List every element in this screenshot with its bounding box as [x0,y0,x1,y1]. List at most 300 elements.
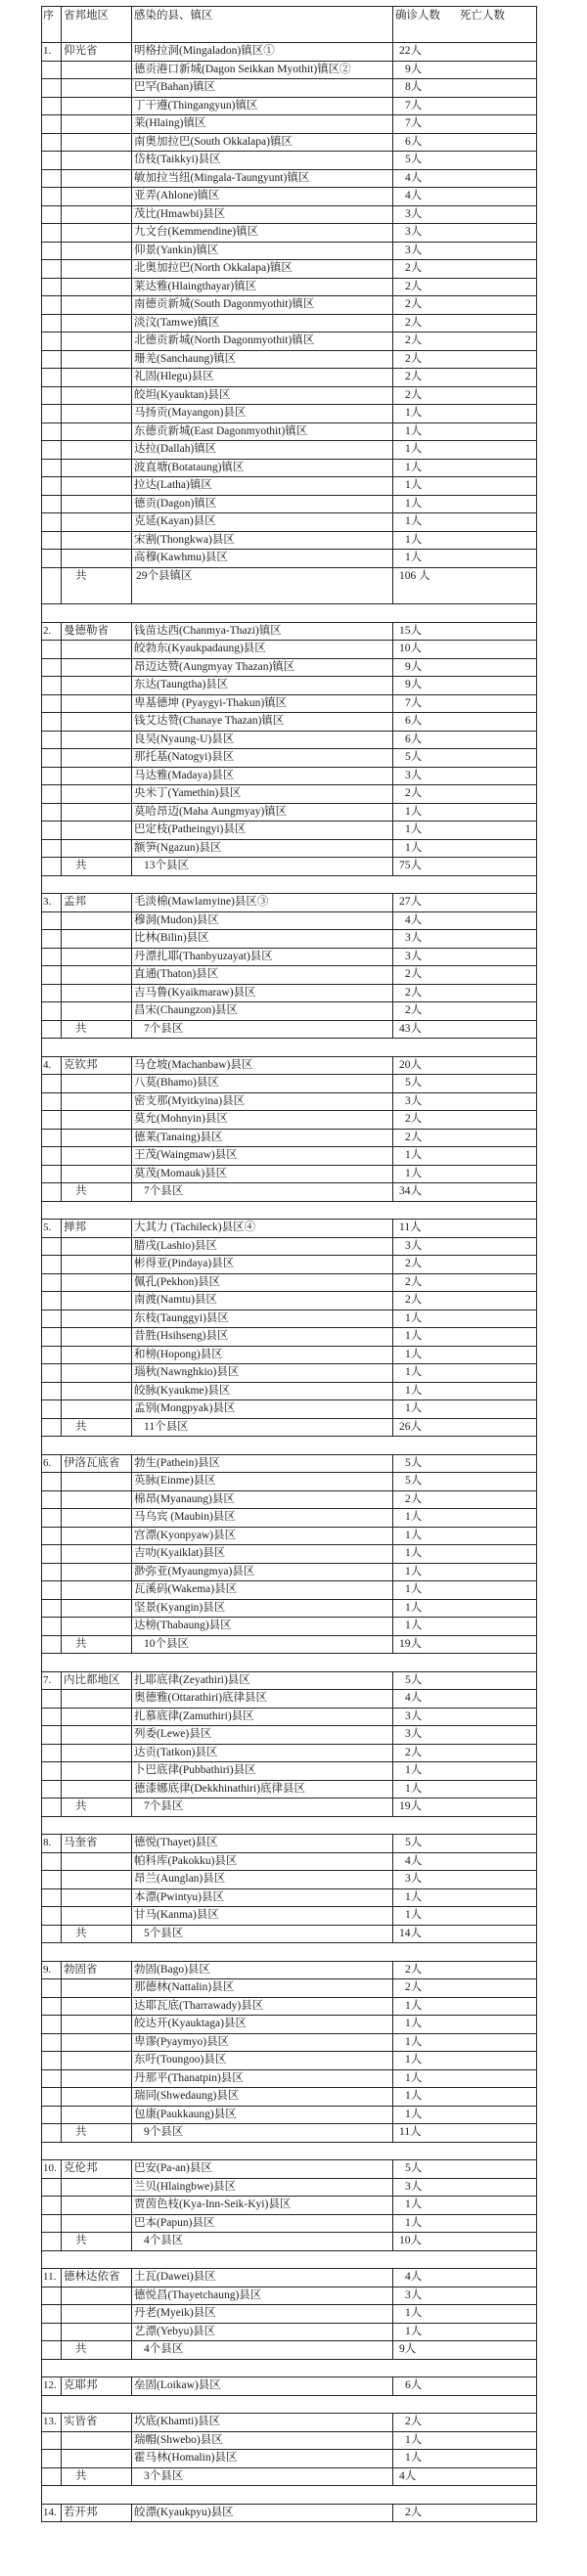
separator-cell [42,2486,537,2505]
row-seq [42,948,62,966]
table-row [42,822,537,840]
row-seq [42,1400,62,1419]
table-row [42,333,537,351]
row-province [62,242,132,260]
row-district: 莫允(Mohnyin)县区 [132,1111,393,1130]
row-province [62,1780,132,1799]
row-seq [42,1581,62,1600]
separator-cell [42,1654,537,1672]
row-district: 丁干遵(Thingangyun)镇区 [132,97,393,115]
row-seq [42,79,62,98]
row-seq [42,966,62,985]
row-district: 彬得亚(Pindaya)县区 [132,1256,393,1274]
row-confirmed: 1人 [393,1888,537,1907]
row-province [62,1690,132,1709]
total-seq [42,2341,62,2360]
separator-row [42,2486,537,2505]
row-seq [42,1473,62,1491]
table-row [42,1563,537,1581]
row-seq [42,1256,62,1274]
row-confirmed: 1人 [393,1762,537,1781]
row-confirmed: 5人 [393,749,537,768]
separator-cell [42,875,537,894]
separator-cell [42,2250,537,2269]
row-district: 艺漂(Yebyu)县区 [132,2323,393,2341]
row-province [62,1346,132,1364]
table-row [42,2106,537,2124]
row-province [62,1490,132,1509]
row-district: 钱苗达西(Chanmya-Thazi)镇区 [132,622,393,641]
row-confirmed: 1人 [393,1545,537,1564]
table-row [42,2269,537,2287]
row-district: 央米丁(Yamethin)县区 [132,785,393,804]
row-district: 土瓦(Dawei)县区 [132,2269,393,2287]
table-row [42,441,537,460]
row-confirmed: 4人 [393,188,537,206]
row-district: 东枝(Taunggyi)县区 [132,1310,393,1328]
row-province [62,1563,132,1581]
row-confirmed: 2人 [393,278,537,296]
table-row [42,1056,537,1075]
row-province [62,2431,132,2450]
row-district: 东吁(Toungoo)县区 [132,2052,393,2070]
row-seq [42,314,62,333]
row-confirmed: 6人 [393,731,537,749]
row-seq [42,2069,62,2088]
row-seq: 2. [42,622,62,641]
row-seq [42,115,62,134]
row-seq: 6. [42,1454,62,1473]
separator-row [42,2395,537,2414]
row-seq [42,550,62,568]
row-confirmed: 1人 [393,1527,537,1545]
total-row [42,2467,537,2486]
row-province [62,1364,132,1383]
row-confirmed: 2人 [393,386,537,405]
row-seq [42,641,62,659]
row-district: 岱枝(Taikkyi)县区 [132,152,393,170]
table-row [42,1618,537,1636]
row-district: 克延(Kayan)县区 [132,513,393,532]
total-districts: 13个县区 [132,858,393,876]
row-seq [42,1310,62,1328]
row-confirmed: 5人 [393,1473,537,1491]
row-province [62,2106,132,2124]
row-seq [42,767,62,785]
row-district: 莫茂(Momauk)县区 [132,1165,393,1183]
row-confirmed: 1人 [393,2305,537,2324]
row-province [62,2033,132,2052]
row-confirmed: 6人 [393,133,537,152]
separator-cell [42,1816,537,1835]
row-confirmed: 1人 [393,2106,537,2124]
total-row [42,2124,537,2143]
header-counts [393,7,537,43]
row-seq [42,1111,62,1130]
row-confirmed: 2人 [393,1292,537,1310]
row-seq: 9. [42,1961,62,1979]
row-confirmed: 1人 [393,1563,537,1581]
row-province [62,1979,132,1998]
table-row [42,1256,537,1274]
table-row [42,930,537,949]
row-province [62,2305,132,2324]
row-district: 北奥加拉巴(North Okkalapa)镇区 [132,260,393,279]
table-row [42,803,537,822]
row-district: 莫哈昂迈(Maha Aungmyay)镇区 [132,803,393,822]
row-province: 克钦邦 [62,1056,132,1075]
row-confirmed: 1人 [393,550,537,568]
separator-row [42,1039,537,1057]
row-province [62,839,132,858]
table-row [42,2178,537,2197]
table-row [42,1527,537,1545]
table-row [42,1490,537,1509]
row-province [62,386,132,405]
row-seq [42,1364,62,1383]
table-row [42,1871,537,1889]
row-district: 达耶瓦底(Tharrawady)县区 [132,1997,393,2016]
total-row [42,1418,537,1437]
row-district: 丹漂扎耶(Thanbyuzayat)县区 [132,948,393,966]
row-district: 宋割(Thongkwa)县区 [132,531,393,550]
total-label: 共 [62,1799,132,1817]
row-confirmed: 3人 [393,930,537,949]
row-confirmed: 3人 [393,1237,537,1256]
total-seq [42,2233,62,2251]
row-province [62,79,132,98]
row-confirmed: 1人 [393,495,537,513]
row-province [62,224,132,243]
row-province: 实皆省 [62,2414,132,2432]
table-row [42,731,537,749]
row-district: 良吴(Nyaung-U)县区 [132,731,393,749]
row-district: 德莱(Tanaing)县区 [132,1129,393,1147]
row-seq [42,1545,62,1564]
row-district: 德贡港口新城(Dagon Seikkan Myothit)镇区② [132,61,393,79]
row-confirmed: 1人 [393,1997,537,2016]
row-confirmed: 1人 [393,1310,537,1328]
row-province [62,296,132,315]
row-confirmed: 6人 [393,2377,537,2396]
table-row [42,1780,537,1799]
row-district: 皎漂(Kyaukpyu)县区 [132,2504,393,2522]
row-seq [42,713,62,732]
row-confirmed: 7人 [393,115,537,134]
row-district: 皎坦(Kyauktan)县区 [132,386,393,405]
table-row [42,622,537,641]
row-district: 列委(Lewe)县区 [132,1726,393,1745]
table-row [42,2214,537,2233]
table-row [42,1545,537,1564]
row-seq [42,1273,62,1292]
row-seq: 3. [42,894,62,912]
table-row [42,749,537,768]
row-confirmed: 1人 [393,839,537,858]
row-confirmed: 2人 [393,1129,537,1147]
row-district: 瑙秋(Nawnghkio)县区 [132,1364,393,1383]
total-label: 共 [62,2233,132,2251]
table-row [42,405,537,423]
row-confirmed: 1人 [393,2016,537,2034]
table-row [42,1400,537,1419]
row-district: 渺弥亚(Myaungmya)县区 [132,1563,393,1581]
row-seq [42,1292,62,1310]
separator-row [42,2142,537,2160]
row-seq [42,369,62,387]
row-district: 亚弄(Ahlone)镇区 [132,188,393,206]
row-confirmed: 1人 [393,1364,537,1383]
row-district: 昂迈达赞(Aungmyay Thazan)镇区 [132,658,393,677]
row-seq [42,459,62,477]
table-row [42,495,537,513]
header-deaths: 死亡人数 [460,10,505,22]
row-province [62,1509,132,1528]
row-confirmed: 4人 [393,911,537,930]
row-province [62,1002,132,1021]
row-district: 丹老(Myeik)县区 [132,2305,393,2324]
row-district: 明格拉洞(Mingaladon)镇区① [132,43,393,62]
row-seq: 10. [42,2160,62,2179]
row-seq [42,1527,62,1545]
row-province: 掸邦 [62,1220,132,1238]
total-districts: 5个县区 [132,1925,393,1943]
row-province [62,1744,132,1762]
row-province [62,2197,132,2215]
table-row [42,1382,537,1400]
row-province [62,785,132,804]
total-confirmed: 34人 [393,1183,537,1202]
table-row [42,513,537,532]
row-district: 密支那(Myitkyina)县区 [132,1092,393,1111]
total-row [42,1925,537,1943]
table-row [42,477,537,496]
row-seq [42,1618,62,1636]
row-confirmed: 1人 [393,477,537,496]
row-district: 高穆(Kawhmu)县区 [132,550,393,568]
row-province [62,966,132,985]
total-districts: 7个县区 [132,1799,393,1817]
row-province [62,1618,132,1636]
row-province [62,205,132,224]
row-confirmed: 3人 [393,242,537,260]
row-confirmed: 1人 [393,1780,537,1799]
row-district: 仰景(Yankin)镇区 [132,242,393,260]
separator-cell [42,1039,537,1057]
row-province [62,930,132,949]
table-row [42,911,537,930]
total-label: 共 [62,2124,132,2143]
separator-row [42,1816,537,1835]
row-province [62,260,132,279]
row-district: 德悦昌(Thayetchaung)县区 [132,2287,393,2305]
total-confirmed: 106 人 [393,567,537,604]
row-seq [42,1997,62,2016]
separator-row [42,875,537,894]
total-seq [42,858,62,876]
row-seq [42,2033,62,2052]
total-label: 共 [62,2341,132,2360]
row-province [62,350,132,369]
table-row [42,115,537,134]
row-district: 兰贝(Hlaingbwe)县区 [132,2178,393,2197]
row-province [62,1888,132,1907]
row-confirmed: 2人 [393,314,537,333]
row-province [62,61,132,79]
header-province: 省邦地区 [62,7,132,43]
row-seq [42,1780,62,1799]
row-district: 巴安(Pa-an)县区 [132,2160,393,2179]
row-province: 若开邦 [62,2504,132,2522]
total-label: 共 [62,858,132,876]
row-confirmed: 1人 [393,1581,537,1600]
row-province [62,1473,132,1491]
separator-row [42,1201,537,1220]
row-confirmed: 2人 [393,1002,537,1021]
row-confirmed: 2人 [393,1979,537,1998]
cases-table [41,6,537,2522]
row-confirmed: 5人 [393,2160,537,2179]
total-row [42,1183,537,1202]
row-district: 坎底(Khamti)县区 [132,2414,393,2432]
row-province [62,314,132,333]
row-confirmed: 1人 [393,2323,537,2341]
table-row [42,43,537,62]
row-province: 勃固省 [62,1961,132,1979]
row-province [62,984,132,1002]
row-province [62,1147,132,1166]
separator-cell [42,2359,537,2377]
row-seq [42,405,62,423]
table-row [42,1111,537,1130]
row-province [62,1075,132,1093]
row-district: 莱(Hlaing)镇区 [132,115,393,134]
row-province [62,641,132,659]
row-province [62,97,132,115]
row-district: 瑞帽(Shwebo)县区 [132,2431,393,2450]
row-province [62,1852,132,1871]
row-district: 瑞同(Shwedaung)县区 [132,2088,393,2107]
row-seq [42,61,62,79]
row-seq [42,1092,62,1111]
row-district: 茂比(Hmawbi)县区 [132,205,393,224]
table-row [42,550,537,568]
table-row [42,1473,537,1491]
row-district: 礼固(Hlegu)县区 [132,369,393,387]
row-seq [42,133,62,152]
row-province [62,1310,132,1328]
total-row [42,2341,537,2360]
row-province [62,1273,132,1292]
row-district: 大其力 (Tachileck)县区④ [132,1220,393,1238]
row-seq [42,1599,62,1618]
row-province [62,278,132,296]
total-districts: 10个县区 [132,1635,393,1654]
row-seq [42,2052,62,2070]
row-district: 巴罕(Bahan)镇区 [132,79,393,98]
row-district: 扎耶底律(Zeyathiri)县区 [132,1671,393,1690]
table-row [42,2160,537,2179]
row-province: 克耶邦 [62,2377,132,2396]
row-confirmed: 3人 [393,2178,537,2197]
table-row [42,1346,537,1364]
table-row [42,1852,537,1871]
row-seq [42,2197,62,2215]
row-seq [42,1888,62,1907]
total-label: 共 [62,1925,132,1943]
row-confirmed: 5人 [393,1454,537,1473]
table-row [42,1002,537,1021]
row-seq: 8. [42,1835,62,1853]
row-seq [42,1871,62,1889]
row-province [62,441,132,460]
row-seq [42,822,62,840]
row-confirmed: 3人 [393,1708,537,1726]
row-district: 垒固(Loikaw)县区 [132,2377,393,2396]
row-confirmed: 1人 [393,1346,537,1364]
row-confirmed: 2人 [393,966,537,985]
row-district: 皎脉(Kyaukme)县区 [132,1382,393,1400]
total-confirmed: 10人 [393,2233,537,2251]
row-district: 帕科库(Pakokku)县区 [132,1852,393,1871]
row-confirmed: 7人 [393,694,537,713]
row-province [62,2178,132,2197]
table-row [42,1907,537,1926]
total-seq [42,1418,62,1437]
row-district: 德漆娜底律(Dekkhinathiri)底律县区 [132,1780,393,1799]
row-province [62,1527,132,1545]
row-seq [42,350,62,369]
table-row [42,152,537,170]
row-province [62,1400,132,1419]
row-province [62,1599,132,1618]
total-seq [42,1925,62,1943]
total-row [42,858,537,876]
row-district: 昂兰(Aunglan)县区 [132,1871,393,1889]
row-province [62,477,132,496]
row-confirmed: 1人 [393,2052,537,2070]
row-province [62,2016,132,2034]
row-seq [42,984,62,1002]
table-row [42,1129,537,1147]
row-confirmed: 1人 [393,1165,537,1183]
total-confirmed: 4人 [393,2467,537,2486]
table-row [42,133,537,152]
row-district: 东达(Taungtha)县区 [132,677,393,695]
row-district: 直通(Thaton)县区 [132,966,393,985]
row-confirmed: 2人 [393,333,537,351]
table-row [42,205,537,224]
row-confirmed: 2人 [393,1961,537,1979]
row-district: 德悦(Thayet)县区 [132,1835,393,1853]
row-seq [42,803,62,822]
row-confirmed: 5人 [393,1835,537,1853]
row-district: 瓦溪码(Wakema)县区 [132,1581,393,1600]
total-row [42,2233,537,2251]
row-province [62,1092,132,1111]
table-row [42,1744,537,1762]
separator-row [42,1437,537,1455]
table-row [42,79,537,98]
row-district: 昌宋(Chaungzon)县区 [132,1002,393,1021]
row-confirmed: 2人 [393,1744,537,1762]
row-confirmed: 9人 [393,658,537,677]
row-province: 曼德勒省 [62,622,132,641]
table-row [42,767,537,785]
row-seq [42,1002,62,1021]
row-province [62,550,132,568]
row-district: 宫漂(Kyonpyaw)县区 [132,1527,393,1545]
